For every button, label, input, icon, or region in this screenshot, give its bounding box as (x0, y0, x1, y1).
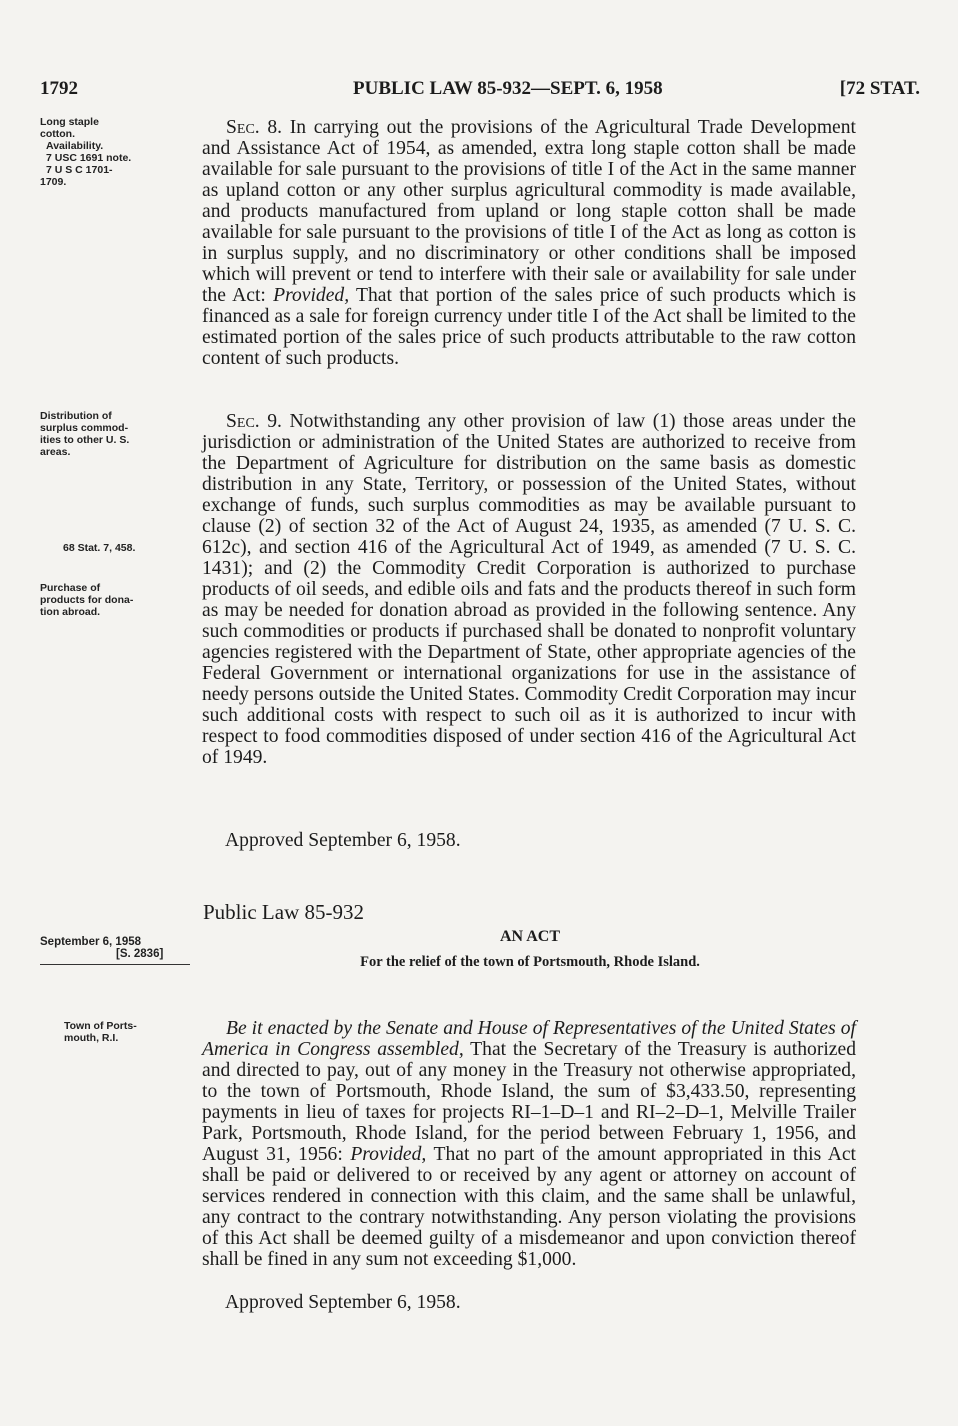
note-line: 1709. (40, 176, 67, 188)
margin-note-stat-ref: 68 Stat. 7, 458. (63, 542, 136, 554)
approval-line-2: Approved September 6, 1958. (225, 1292, 461, 1313)
margin-note-town (64, 1020, 137, 1044)
note-line: ities to other U. S. (40, 434, 130, 446)
section-9 (202, 411, 856, 768)
note-line: Availability. (46, 140, 104, 152)
note-line: Distribution of (40, 410, 112, 422)
note-line: Purchase of (40, 582, 101, 594)
act-heading: AN ACT (499, 928, 560, 945)
section-8-text-a: In carrying out the provisions of the Agricultural Trade Development and Assistance Act of 1954, as amended, extra long staple cotton shall be made available for sale pursuant to the provisions of title I of the Act in the same manner as upland cotton or any other surplus agricultural commodity is made available, and products manufactured from upland or long staple cotton shall be made available for sale pursuant to the provisions of title I of the Act as long as cotton is in surplus supply, and no discriminatory or other conditions shall be imposed which will prevent or tend to interfere with their sale or availability for sale under the Act: (202, 117, 856, 306)
enacting-clause: Be it enacted by the Senate and House of Representatives of the United States of America in Congress assembled, (202, 1018, 856, 1060)
section-9-text: Notwithstanding any other provision of law (1) those areas under the jurisdiction or administration of the United States are authorized to receive from the Department of Agriculture for distribution on the same basis as domestic distribution in any State, Territory, or possession of the United States, without exchange of funds, such surplus commodities as may be available pursuant to clause (2) of section 32 of the Act of August 24, 1935, as amended (7 U. S. C. 612c), and section 416 of the Agricultural Act of 1949, as amended (7 U. S. C. 1431); and (2) the Commodity Credit Corporation is authorized to purchase products of oil seeds, and edible oils and fats and the products thereof in such form as may be needed for donation abroad as provided in the following sentence. Any such commodities or products if purchased shall be donated to nonprofit voluntary agencies registered with the Department of State, other appropriate agencies of the Federal Government or international organizations for use in the assistance of needy persons outside the United States. Commodity Credit Corporation may incur such additional costs with respect to such oil as it is authorized to incur with respect to food commodities disposed of under section 416 of the Agricultural Act of 1949. (202, 411, 856, 768)
enacting-section (202, 1018, 856, 1270)
section-8-text-b: That that portion of the sales price of such products which is financed as a sale for foreign currency under title I of the Act shall be limited to the estimated portion of the sales price of such products attributable to the raw cotton content of such products. (202, 285, 856, 369)
note-line: Long staple (40, 116, 99, 128)
running-title: PUBLIC LAW 85-932—SEPT. 6, 1958 (353, 78, 663, 99)
section-8-provided: Provided, (273, 285, 350, 306)
margin-note-purchase (40, 582, 133, 618)
note-line: 7 USC 1691 note. (46, 152, 132, 164)
note-line: September 6, 1958 (40, 936, 142, 948)
note-line: areas. (40, 446, 71, 458)
enacting-provided: Provided, (350, 1144, 427, 1165)
section-9-label: Sec. 9. (226, 411, 282, 432)
enacting-text-b: That no part of the amount appropriated in this Act shall be paid or delivered to or received by any agent or attorney on account of services rendered in connection with this claim, and the same shall be unlawful, any contract to the contrary notwithstanding. Any person violating the provisions of this Act shall be deemed guilty of a misdemeanor and upon conviction thereof shall be fined in any sum not exceeding $1,000. (202, 1144, 856, 1270)
page-header (40, 78, 920, 106)
statute-reference: [72 STAT. (839, 78, 920, 99)
section-8 (202, 117, 856, 369)
public-law-title: Public Law 85-932 (203, 900, 364, 924)
note-line: cotton. (40, 128, 75, 140)
note-line: surplus commod- (40, 422, 129, 434)
act-subtitle: For the relief of the town of Portsmouth, Rhode Island. (360, 954, 700, 970)
note-line: tion abroad. (40, 606, 101, 618)
note-line: mouth, R.I. (64, 1032, 119, 1044)
section-8-label: Sec. 8. (226, 117, 283, 138)
note-line: [S. 2836] (116, 948, 164, 960)
margin-note-act-date (40, 936, 163, 960)
page-number: 1792 (40, 78, 78, 99)
margin-note-distribution (40, 410, 129, 458)
note-line: Town of Ports- (64, 1020, 137, 1032)
note-line: products for dona- (40, 594, 134, 606)
note-line: 7 U S C 1701- (46, 164, 113, 176)
margin-note-long-staple (40, 116, 131, 188)
approval-line-1: Approved September 6, 1958. (225, 830, 461, 851)
enacting-text-a: That the Secretary of the Treasury is authorized and directed to pay, out of any money in the Treasury not otherwise appropriated, to the town of Portsmouth, Rhode Island, the sum of $3,433.50, representing payments in lieu of taxes for projects RI–1–D–1 and RI–2–D–1, Melville Trailer Park, Portsmouth, Rhode Island, for the period between February 1, 1956, and August 31, 1956: (202, 1039, 856, 1165)
margin-rule (40, 964, 190, 965)
